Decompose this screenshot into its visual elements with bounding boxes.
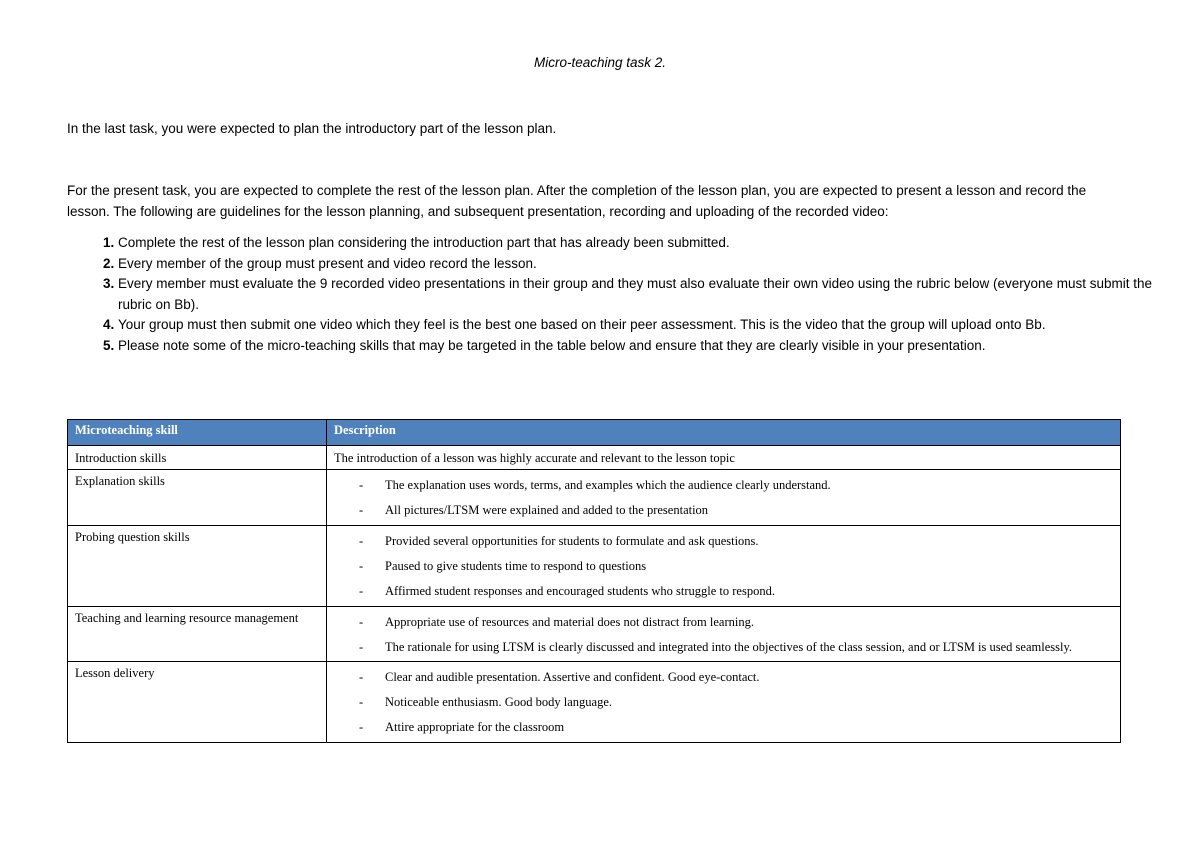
description-cell <box>327 526 1121 607</box>
description-item: - The rationale for using LTSM is clearly discussed and integrated into the objectives of the class session, and or LTSM is used seamlessly. <box>334 635 1114 659</box>
guideline-item: 5. Please note some of the micro-teaching skills that may be targeted in the table below and ensure that they are clearly visible in your presentation. <box>118 336 1168 357</box>
skill-cell: Teaching and learning resource management <box>68 607 327 662</box>
skill-cell: Explanation skills <box>68 470 327 526</box>
header-skill: Microteaching skill <box>68 420 327 446</box>
description-cell <box>327 662 1121 743</box>
guideline-item: 4. Your group must then submit one video which they feel is the best one based on their peer assessment. This is the video that the group will upload onto Bb. <box>118 315 1168 336</box>
dash-bullet: - <box>359 503 364 517</box>
guidelines-list <box>67 233 1168 356</box>
description-item: - All pictures/LTSM were explained and added to the presentation <box>334 498 1114 523</box>
table-row <box>68 446 1121 470</box>
description-item: - Noticeable enthusiasm. Good body language. <box>334 690 1114 715</box>
description-cell: The introduction of a lesson was highly accurate and relevant to the lesson topic <box>327 446 1121 470</box>
guideline-item: 1. Complete the rest of the lesson plan considering the introduction part that has already been submitted. <box>118 233 1168 254</box>
intro-paragraph: In the last task, you were expected to plan the introductory part of the lesson plan. <box>67 121 557 136</box>
task-paragraph: For the present task, you are expected to complete the rest of the lesson plan. After the completion of the lesson plan, you are expected to present a lesson and record the lesson. The following are guidelines for the lesson planning, and subsequent presentation, recording and uploading of the recorded video: <box>67 183 1087 219</box>
description-cell <box>327 470 1121 526</box>
table-header-row <box>68 420 1121 446</box>
document-title: Micro-teaching task 2. <box>533 55 667 70</box>
table-row <box>68 526 1121 607</box>
dash-bullet: - <box>359 670 364 684</box>
table-row <box>68 607 1121 662</box>
description-item: - Attire appropriate for the classroom <box>334 715 1114 740</box>
skills-table <box>67 419 1121 743</box>
header-description: Description <box>327 420 1121 446</box>
description-item: - Paused to give students time to respond to questions <box>334 554 1114 579</box>
dash-bullet: - <box>359 559 364 573</box>
skill-cell: Introduction skills <box>68 446 327 470</box>
table-row <box>68 470 1121 526</box>
description-cell <box>327 607 1121 662</box>
table-row <box>68 662 1121 743</box>
dash-bullet: - <box>359 534 364 548</box>
dash-bullet: - <box>359 695 364 709</box>
dash-bullet: - <box>359 640 364 654</box>
dash-bullet: - <box>359 584 364 598</box>
description-item: - Provided several opportunities for students to formulate and ask questions. <box>334 529 1114 554</box>
description-item: - Affirmed student responses and encouraged students who struggle to respond. <box>334 579 1114 604</box>
dash-bullet: - <box>359 615 364 629</box>
skill-cell: Probing question skills <box>68 526 327 607</box>
description-item: - The explanation uses words, terms, and examples which the audience clearly understand. <box>334 473 1114 498</box>
dash-bullet: - <box>359 478 364 492</box>
dash-bullet: - <box>359 720 364 734</box>
skill-cell: Lesson delivery <box>68 662 327 743</box>
description-item: - Appropriate use of resources and material does not distract from learning. <box>334 610 1114 635</box>
description-item: - Clear and audible presentation. Assertive and confident. Good eye-contact. <box>334 665 1114 690</box>
guideline-item: 3. Every member must evaluate the 9 recorded video presentations in their group and they must also evaluate their own video using the rubric below (everyone must submit the rubric on Bb). <box>118 274 1168 315</box>
guideline-item: 2. Every member of the group must present and video record the lesson. <box>118 254 1168 275</box>
